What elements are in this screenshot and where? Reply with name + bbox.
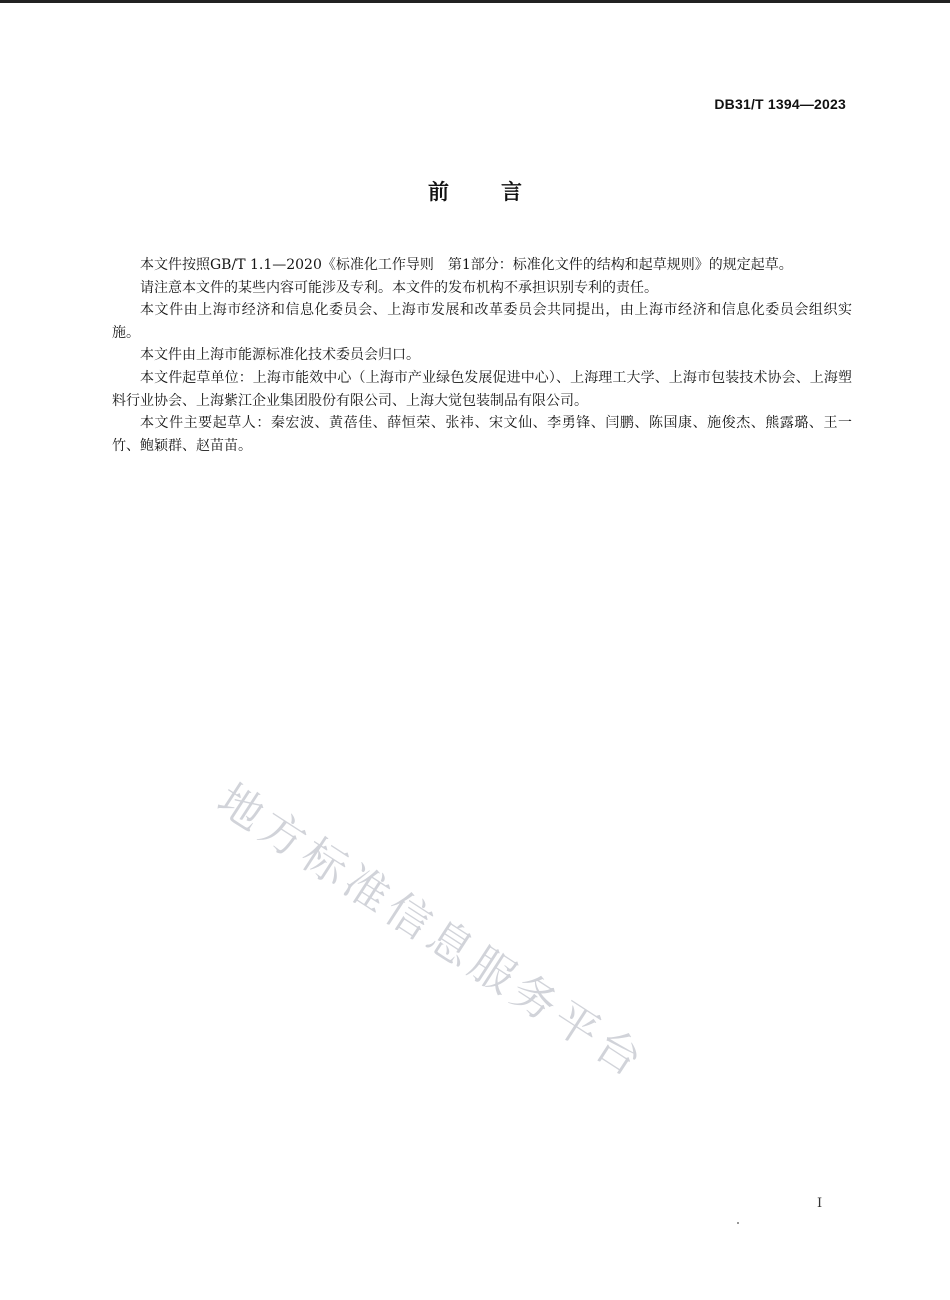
document-code: DB31/T 1394—2023	[714, 96, 846, 112]
page-number: I	[817, 1196, 823, 1211]
paragraph-patent-notice: 请注意本文件的某些内容可能涉及专利。本文件的发布机构不承担识别专利的责任。	[140, 279, 658, 296]
paragraph-proposer: 本文件由上海市经济和信息化委员会、上海市发展和改革委员会共同提出，由上海市经济和信息化委员会组织实施。	[112, 302, 852, 341]
paragraph-drafters: 本文件主要起草人：秦宏波、黄蓓佳、薛恒荣、张祎、宋文仙、李勇锋、闫鹏、陈国康、施俊杰、熊露璐、王一竹、鲍颖群、赵苗苗。	[112, 415, 852, 454]
foreword-body	[112, 254, 852, 457]
paragraph-centralized-by: 本文件由上海市能源标准化技术委员会归口。	[140, 347, 420, 364]
paragraph-drafting-units: 本文件起草单位：上海市能效中心（上海市产业绿色发展促进中心）、上海理工大学、上海市包装技术协会、上海塑料行业协会、上海紫江企业集团股份有限公司、上海大觉包装制品有限公司。	[112, 369, 852, 409]
watermark-text: 地方标准信息服务平台	[208, 774, 656, 1090]
paragraph-drafting-basis: 本文件按照GB/T 1.1—2020《标准化工作导则 第1部分：标准化文件的结构和起草规则》的规定起草。	[140, 257, 793, 273]
scan-speck	[737, 1222, 739, 1224]
page-title: 前言	[428, 180, 574, 204]
top-border-rule	[0, 0, 950, 3]
